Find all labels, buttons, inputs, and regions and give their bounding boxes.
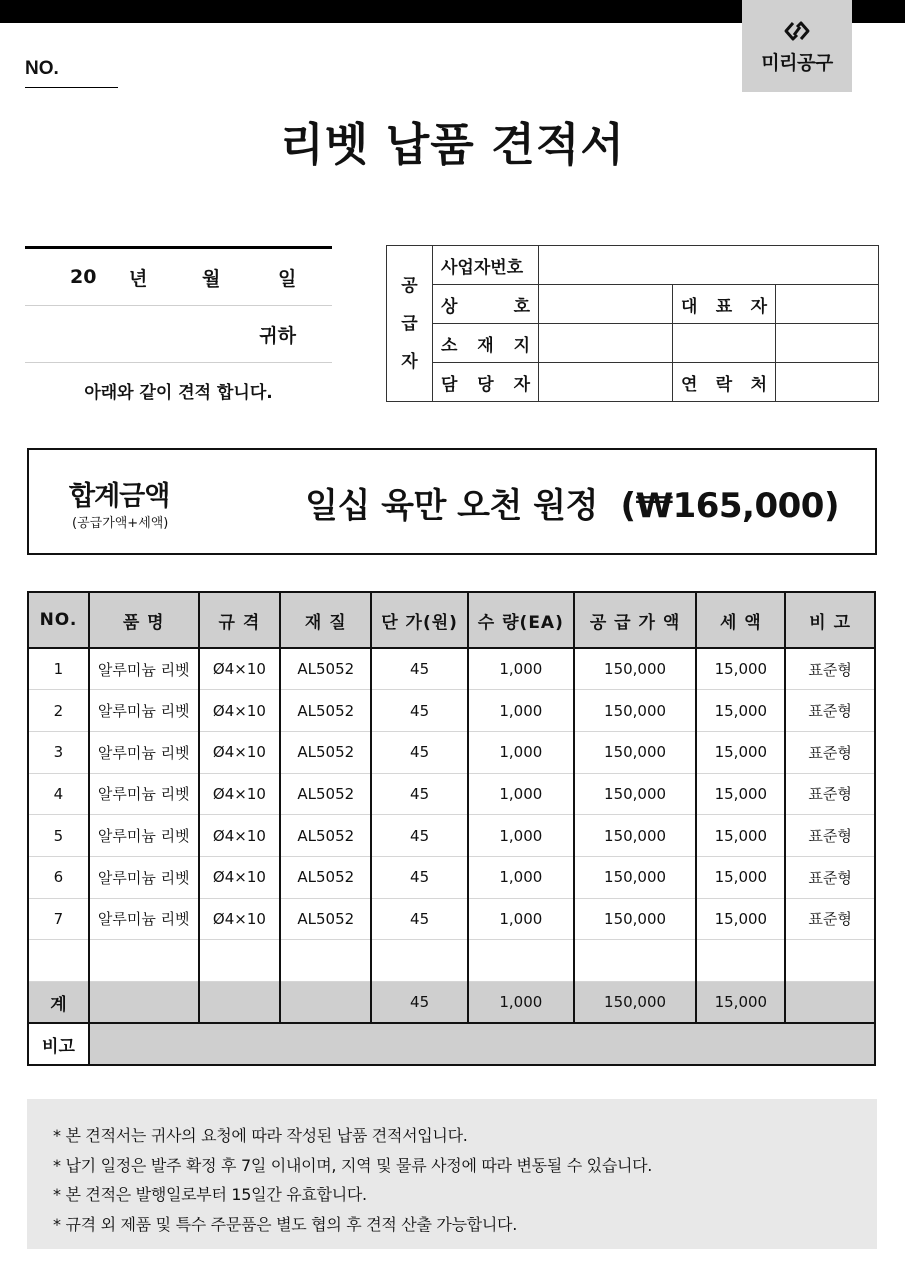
cell-item-name[interactable]: 알루미늄 리벳 xyxy=(89,648,199,690)
cell-tax[interactable]: 15,000 xyxy=(696,815,785,857)
cell-supply-amount[interactable]: 150,000 xyxy=(574,898,697,940)
label-char: 당 xyxy=(477,374,494,395)
label-char: 락 xyxy=(715,374,733,395)
table-row xyxy=(28,690,875,732)
total-amount-box xyxy=(27,448,877,555)
sum-tax: 15,000 xyxy=(696,982,785,1024)
cell-spec[interactable]: Ø4×10 xyxy=(199,898,281,940)
label-char: 자 xyxy=(750,296,767,317)
cell-spec[interactable]: Ø4×10 xyxy=(199,856,281,898)
document-number-field[interactable] xyxy=(25,87,118,88)
label-char: 지 xyxy=(513,335,530,356)
cell-no[interactable]: 7 xyxy=(28,898,89,940)
label-char: 연 xyxy=(681,374,698,395)
note-line: * 본 견적서는 귀사의 요청에 따라 작성된 납품 견적서입니다. xyxy=(53,1126,468,1145)
day-unit: 일 xyxy=(278,267,297,290)
cell-supply-amount[interactable]: 150,000 xyxy=(574,731,697,773)
company-name: 미리공구 xyxy=(761,51,833,74)
col-header-tax: 세 액 xyxy=(696,592,785,648)
cell-unit-price[interactable]: 45 xyxy=(371,856,468,898)
cell-remarks[interactable]: 표준형 xyxy=(785,815,875,857)
sum-supply-amount: 150,000 xyxy=(574,982,697,1024)
cell-quantity[interactable]: 1,000 xyxy=(468,856,574,898)
total-sub-label: (공급가액+세액) xyxy=(72,516,169,531)
col-header-unit-price: 단 가(원) xyxy=(371,592,468,648)
side-char: 공 xyxy=(401,275,418,296)
supplier-info-table xyxy=(386,245,879,402)
total-amount-text: 일십 육만 오천 원정 (₩165,000) xyxy=(305,486,839,526)
cell-quantity[interactable]: 1,000 xyxy=(468,690,574,732)
company-name-field[interactable] xyxy=(539,285,673,324)
cell-unit-price[interactable]: 45 xyxy=(371,815,468,857)
cell-quantity[interactable]: 1,000 xyxy=(468,898,574,940)
remark-field[interactable] xyxy=(89,1023,875,1065)
sum-label: 계 xyxy=(28,982,89,1024)
table-row-empty xyxy=(28,940,875,982)
quote-intro-text: 아래와 같이 견적 합니다. xyxy=(84,383,273,403)
cell-tax[interactable]: 15,000 xyxy=(696,773,785,815)
sum-remarks xyxy=(785,982,875,1024)
cell-remarks[interactable]: 표준형 xyxy=(785,648,875,690)
cell-unit-price[interactable]: 45 xyxy=(371,648,468,690)
cell-unit-price[interactable]: 45 xyxy=(371,690,468,732)
cell-tax[interactable]: 15,000 xyxy=(696,856,785,898)
note-line: * 본 견적은 발행일로부터 15일간 유효합니다. xyxy=(53,1185,367,1204)
sum-unit-price: 45 xyxy=(371,982,468,1024)
company-logo xyxy=(742,0,852,92)
cell-unit-price[interactable]: 45 xyxy=(371,731,468,773)
label-char: 재 xyxy=(477,335,494,356)
cell-supply-amount[interactable]: 150,000 xyxy=(574,815,697,857)
cell-remarks[interactable]: 표준형 xyxy=(785,856,875,898)
cell-spec[interactable]: Ø4×10 xyxy=(199,773,281,815)
cell-material[interactable]: AL5052 xyxy=(280,731,371,773)
cell-remarks[interactable] xyxy=(785,940,875,982)
label-char: 호 xyxy=(513,296,530,317)
cell-tax[interactable]: 15,000 xyxy=(696,898,785,940)
cell-tax[interactable]: 15,000 xyxy=(696,690,785,732)
table-row xyxy=(28,856,875,898)
col-header-spec: 규 격 xyxy=(199,592,281,648)
table-header-row xyxy=(28,592,875,648)
cell-item-name[interactable]: 알루미늄 리벳 xyxy=(89,815,199,857)
cell-quantity[interactable]: 1,000 xyxy=(468,815,574,857)
sum-cell-item-name xyxy=(89,982,199,1024)
col-header-material: 재 질 xyxy=(280,592,371,648)
cell-no[interactable]: 2 xyxy=(28,690,89,732)
sum-cell-material xyxy=(280,982,371,1024)
recipient-row[interactable] xyxy=(25,306,332,363)
cell-unit-price[interactable]: 45 xyxy=(371,898,468,940)
cell-supply-amount[interactable]: 150,000 xyxy=(574,856,697,898)
col-header-quantity: 수 량(EA) xyxy=(468,592,574,648)
company-name-label xyxy=(433,285,539,324)
cell-item-name[interactable]: 알루미늄 리벳 xyxy=(89,773,199,815)
cell-no[interactable]: 6 xyxy=(28,856,89,898)
label-char: 상 xyxy=(441,296,458,317)
cell-item-name[interactable]: 알루미늄 리벳 xyxy=(89,690,199,732)
contact-person-label xyxy=(433,363,539,402)
representative-field[interactable] xyxy=(776,285,879,324)
cell-material[interactable]: AL5052 xyxy=(280,856,371,898)
cell-no[interactable]: 1 xyxy=(28,648,89,690)
col-header-supply-amount: 공 급 가 액 xyxy=(574,592,697,648)
phone-field[interactable] xyxy=(776,363,879,402)
remark-row xyxy=(28,1023,875,1065)
note-line: * 규격 외 제품 및 특수 주문품은 별도 협의 후 견적 산출 가능합니다. xyxy=(53,1214,517,1234)
cell-spec[interactable]: Ø4×10 xyxy=(199,731,281,773)
cell-tax[interactable]: 15,000 xyxy=(696,648,785,690)
cell-supply-amount[interactable] xyxy=(574,940,697,982)
cell-no[interactable]: 3 xyxy=(28,731,89,773)
table-row xyxy=(28,815,875,857)
label-char: 대 xyxy=(681,296,698,317)
cell-material[interactable]: AL5052 xyxy=(280,898,371,940)
phone-label xyxy=(673,363,776,402)
business-number-field[interactable] xyxy=(539,246,879,285)
side-char: 자 xyxy=(401,351,418,372)
cell-item-name[interactable]: 알루미늄 리벳 xyxy=(89,898,199,940)
cell-no[interactable]: 5 xyxy=(28,815,89,857)
supplier-side-label xyxy=(387,246,433,402)
side-char: 급 xyxy=(401,313,418,334)
note-line: * 납기 일정은 발주 확정 후 7일 이내이며, 지역 및 물류 사정에 따라 변동될 수 있습니다. xyxy=(53,1155,653,1175)
business-number-label: 사업자번호 xyxy=(433,246,539,285)
cell-unit-price[interactable] xyxy=(371,940,468,982)
cell-remarks[interactable]: 표준형 xyxy=(785,731,875,773)
cell-no[interactable]: 4 xyxy=(28,773,89,815)
cell-remarks[interactable]: 표준형 xyxy=(785,690,875,732)
table-row xyxy=(28,731,875,773)
date-row[interactable] xyxy=(25,249,332,306)
address-field[interactable] xyxy=(539,324,673,363)
cell-no[interactable] xyxy=(28,940,89,982)
cell-remarks[interactable]: 표준형 xyxy=(785,898,875,940)
label-char: 처 xyxy=(750,374,767,395)
table-row xyxy=(28,773,875,815)
contact-person-field[interactable] xyxy=(539,363,673,402)
document-number-label: NO. xyxy=(25,58,59,79)
label-char: 자 xyxy=(513,374,530,395)
sum-row xyxy=(28,982,875,1024)
recipient-suffix: 귀하 xyxy=(259,324,296,347)
cell-remarks[interactable]: 표준형 xyxy=(785,773,875,815)
table-row xyxy=(28,898,875,940)
cell-material[interactable]: AL5052 xyxy=(280,648,371,690)
cell-quantity[interactable]: 1,000 xyxy=(468,648,574,690)
col-header-remarks: 비 고 xyxy=(785,592,875,648)
date-recipient-block xyxy=(25,246,332,403)
blank-label-cell xyxy=(673,324,776,363)
items-table xyxy=(27,591,876,1066)
cell-material[interactable]: AL5052 xyxy=(280,773,371,815)
cell-tax[interactable]: 15,000 xyxy=(696,731,785,773)
month-unit: 월 xyxy=(202,267,221,290)
table-row xyxy=(28,648,875,690)
cell-spec[interactable] xyxy=(199,940,281,982)
cell-supply-amount[interactable]: 150,000 xyxy=(574,648,697,690)
page-title: 리벳 납품 견적서 xyxy=(280,118,625,171)
cell-unit-price[interactable]: 45 xyxy=(371,773,468,815)
cell-supply-amount[interactable]: 150,000 xyxy=(574,690,697,732)
label-char: 표 xyxy=(715,296,733,317)
cell-material[interactable] xyxy=(280,940,371,982)
col-header-item-name: 품 명 xyxy=(89,592,199,648)
sum-quantity: 1,000 xyxy=(468,982,574,1024)
remark-label: 비고 xyxy=(28,1023,89,1065)
cell-quantity[interactable]: 1,000 xyxy=(468,731,574,773)
address-label xyxy=(433,324,539,363)
cell-material[interactable]: AL5052 xyxy=(280,690,371,732)
cell-spec[interactable]: Ø4×10 xyxy=(199,815,281,857)
cell-tax[interactable] xyxy=(696,940,785,982)
cell-spec[interactable]: Ø4×10 xyxy=(199,648,281,690)
total-label: 합계금액 xyxy=(69,481,170,512)
cell-item-name[interactable]: 알루미늄 리벳 xyxy=(89,731,199,773)
sum-cell-spec xyxy=(199,982,281,1024)
cell-supply-amount[interactable]: 150,000 xyxy=(574,773,697,815)
label-char: 소 xyxy=(441,335,458,356)
cell-item-name[interactable] xyxy=(89,940,199,982)
year-prefix: 20 xyxy=(70,266,97,288)
cell-material[interactable]: AL5052 xyxy=(280,815,371,857)
cell-item-name[interactable]: 알루미늄 리벳 xyxy=(89,856,199,898)
link-chain-icon xyxy=(782,20,812,42)
col-header-no: NO. xyxy=(28,592,89,648)
cell-quantity[interactable] xyxy=(468,940,574,982)
cell-quantity[interactable]: 1,000 xyxy=(468,773,574,815)
cell-spec[interactable]: Ø4×10 xyxy=(199,690,281,732)
notes-box xyxy=(27,1099,877,1249)
year-unit: 년 xyxy=(129,267,148,290)
representative-label xyxy=(673,285,776,324)
label-char: 담 xyxy=(441,374,458,395)
blank-value-cell[interactable] xyxy=(776,324,879,363)
